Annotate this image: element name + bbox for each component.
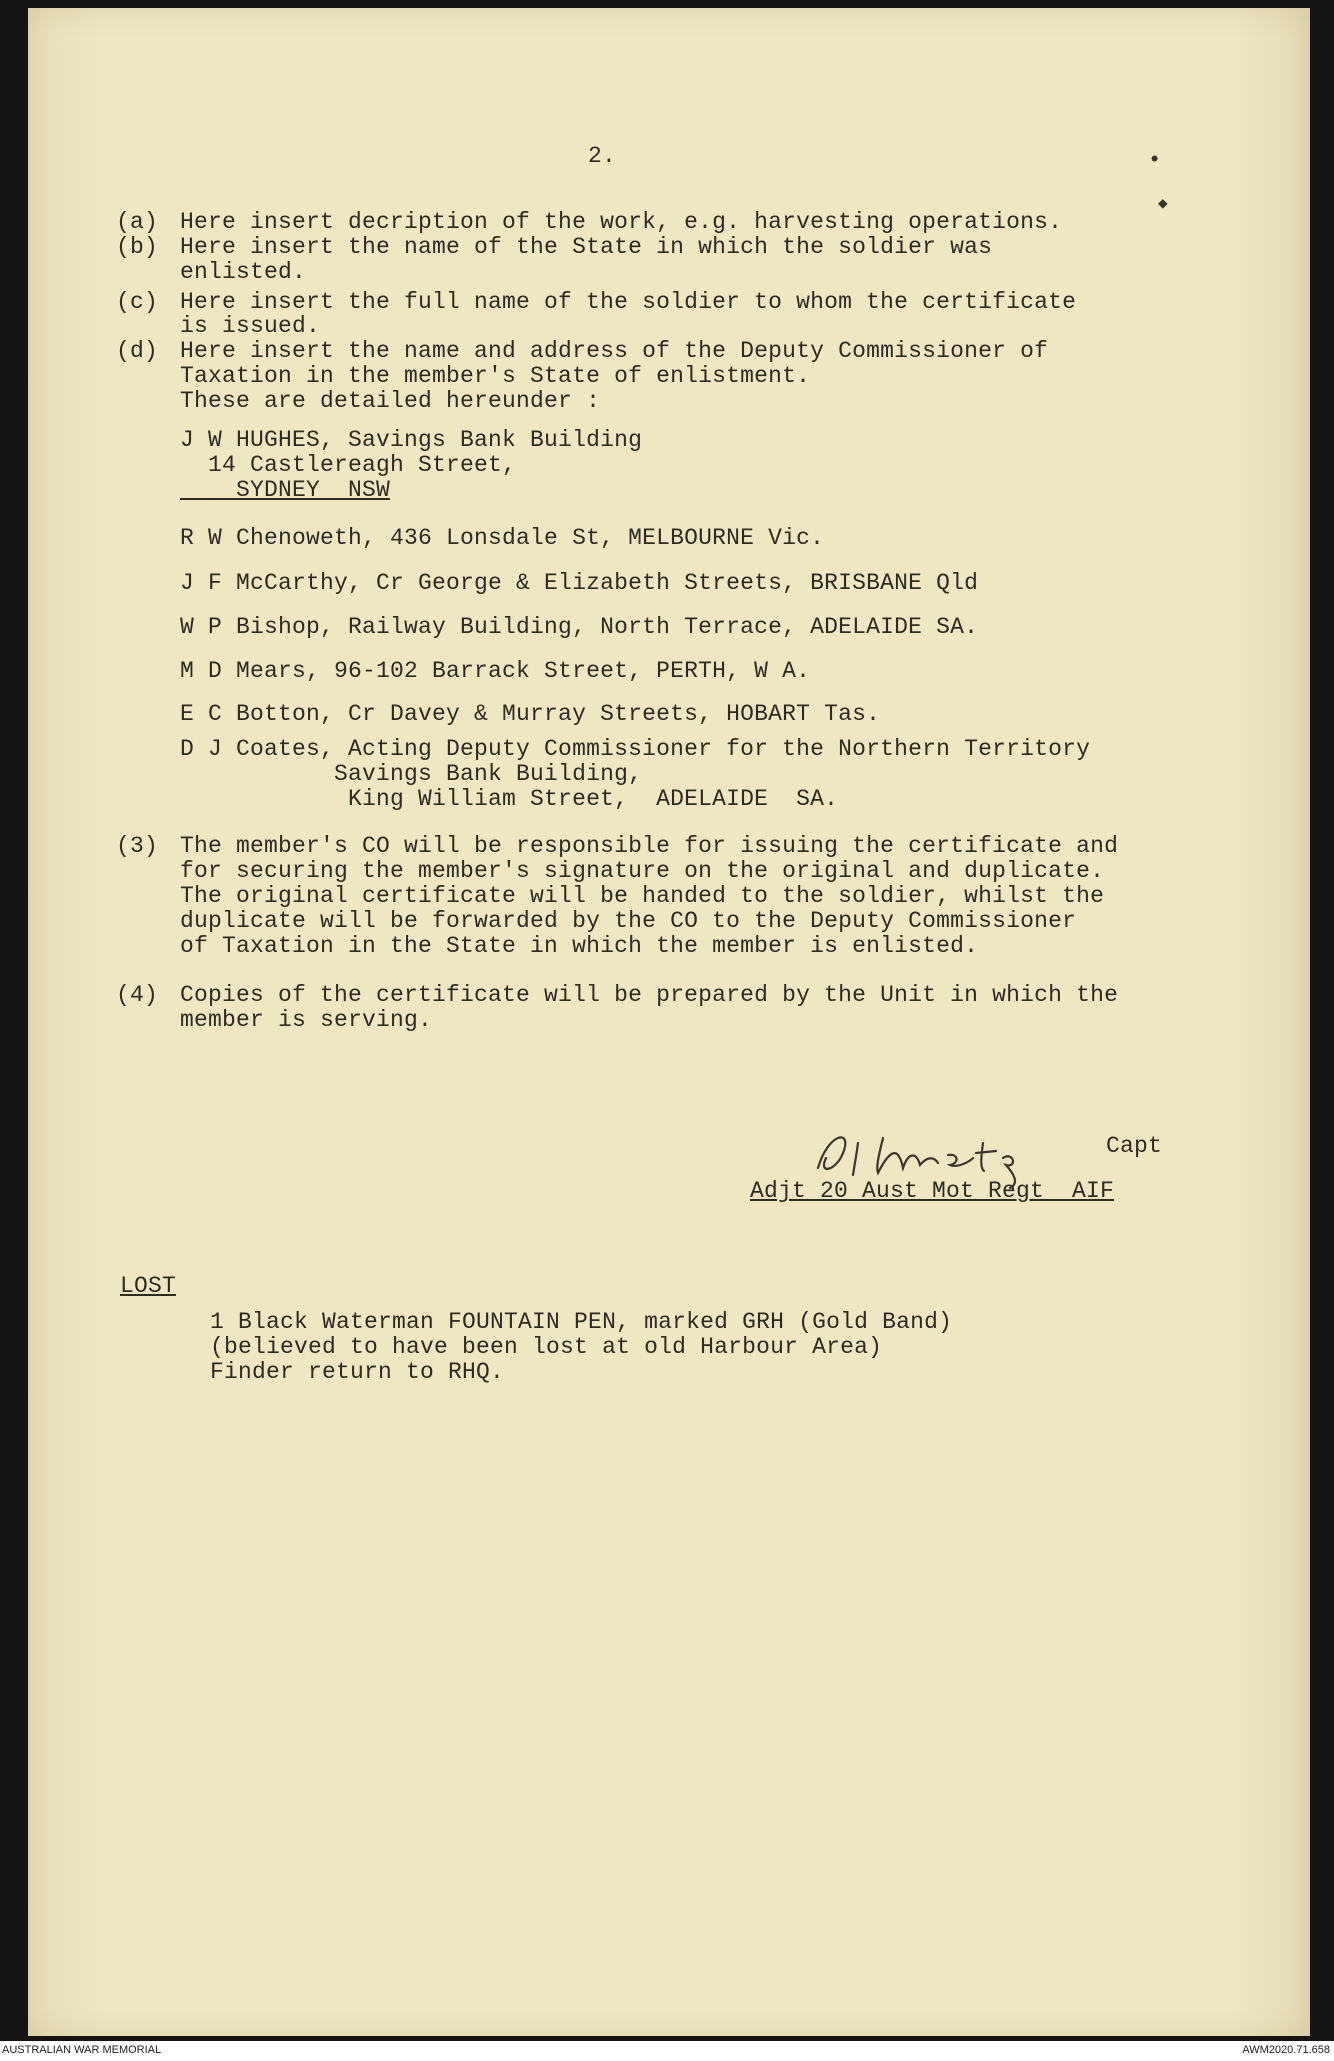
footer-left: AUSTRALIAN WAR MEMORIAL xyxy=(2,2044,162,2056)
document-page xyxy=(28,8,1310,2036)
note-label-d: (d) xyxy=(116,338,159,364)
signature-appointment: Adjt 20 Aust Mot Regt AIF xyxy=(750,1178,1115,1204)
commissioner-nsw-line-2: 14 Castlereagh Street, xyxy=(180,452,517,478)
commissioner-nt-line-3: King William Street, ADELAIDE SA. xyxy=(180,786,839,812)
commissioner-nt-line-1: D J Coates, Acting Deputy Commissioner for the Northern Territory xyxy=(180,736,1091,762)
commissioner-nsw-line-1: J W HUGHES, Savings Bank Building xyxy=(180,427,643,453)
note-d-line-1: Here insert the name and address of the Deputy Commissioner of xyxy=(180,338,1049,364)
ink-mark-top-right: • xyxy=(1148,148,1162,173)
note-c-line-1: Here insert the full name of the soldier to whom the certificate xyxy=(180,289,1077,315)
note-a-line-1: Here insert decription of the work, e.g. harvesting operations. xyxy=(180,209,1063,235)
note-b-line-1: Here insert the name of the State in which the soldier was xyxy=(180,234,993,260)
para-3-line-3: The original certificate will be handed to the soldier, whilst the xyxy=(180,883,1105,909)
commissioner-sa: W P Bishop, Railway Building, North Terrace, ADELAIDE SA. xyxy=(180,614,979,640)
para-3-line-5: of Taxation in the State in which the member is enlisted. xyxy=(180,933,979,959)
commissioner-vic: R W Chenoweth, 436 Lonsdale St, MELBOURNE Vic. xyxy=(180,525,825,551)
commissioner-wa: M D Mears, 96-102 Barrack Street, PERTH, W A. xyxy=(180,658,811,684)
page-number: 2. xyxy=(588,143,617,169)
lost-heading: LOST xyxy=(120,1273,177,1299)
para-3-line-1: The member's CO will be responsible for issuing the certificate and xyxy=(180,833,1119,859)
note-label-c: (c) xyxy=(116,289,159,315)
footer-right: AWM2020.71.658 xyxy=(1242,2044,1330,2056)
lost-line-2: (believed to have been lost at old Harbour Area) xyxy=(210,1334,883,1360)
commissioner-qld: J F McCarthy, Cr George & Elizabeth Streets, BRISBANE Qld xyxy=(180,570,979,596)
note-b-line-2: enlisted. xyxy=(180,259,307,285)
lost-line-1: 1 Black Waterman FOUNTAIN PEN, marked GRH (Gold Band) xyxy=(210,1309,953,1335)
para-3-label: (3) xyxy=(116,833,159,859)
archive-footer xyxy=(0,2041,1334,2061)
note-c-line-2: is issued. xyxy=(180,313,321,339)
para-4-label: (4) xyxy=(116,982,159,1008)
note-d-line-2: Taxation in the member's State of enlistment. xyxy=(180,363,811,389)
para-3-line-2: for securing the member's signature on the original and duplicate. xyxy=(180,858,1105,884)
commissioner-tas: E C Botton, Cr Davey & Murray Streets, HOBART Tas. xyxy=(180,701,881,727)
para-3-line-4: duplicate will be forwarded by the CO to the Deputy Commissioner xyxy=(180,908,1077,934)
signature-rank: Capt xyxy=(1106,1133,1163,1159)
para-4-line-1: Copies of the certificate will be prepared by the Unit in which the xyxy=(180,982,1119,1008)
ink-mark-right: ◆ xyxy=(1158,195,1168,213)
commissioner-nsw-line-3: SYDNEY NSW xyxy=(180,477,391,503)
note-d-line-3: These are detailed hereunder : xyxy=(180,388,601,414)
lost-line-3: Finder return to RHQ. xyxy=(210,1359,505,1385)
note-label-a: (a) xyxy=(116,209,159,235)
note-label-b: (b) xyxy=(116,234,159,260)
commissioner-nt-line-2: Savings Bank Building, xyxy=(180,761,643,787)
para-4-line-2: member is serving. xyxy=(180,1007,433,1033)
